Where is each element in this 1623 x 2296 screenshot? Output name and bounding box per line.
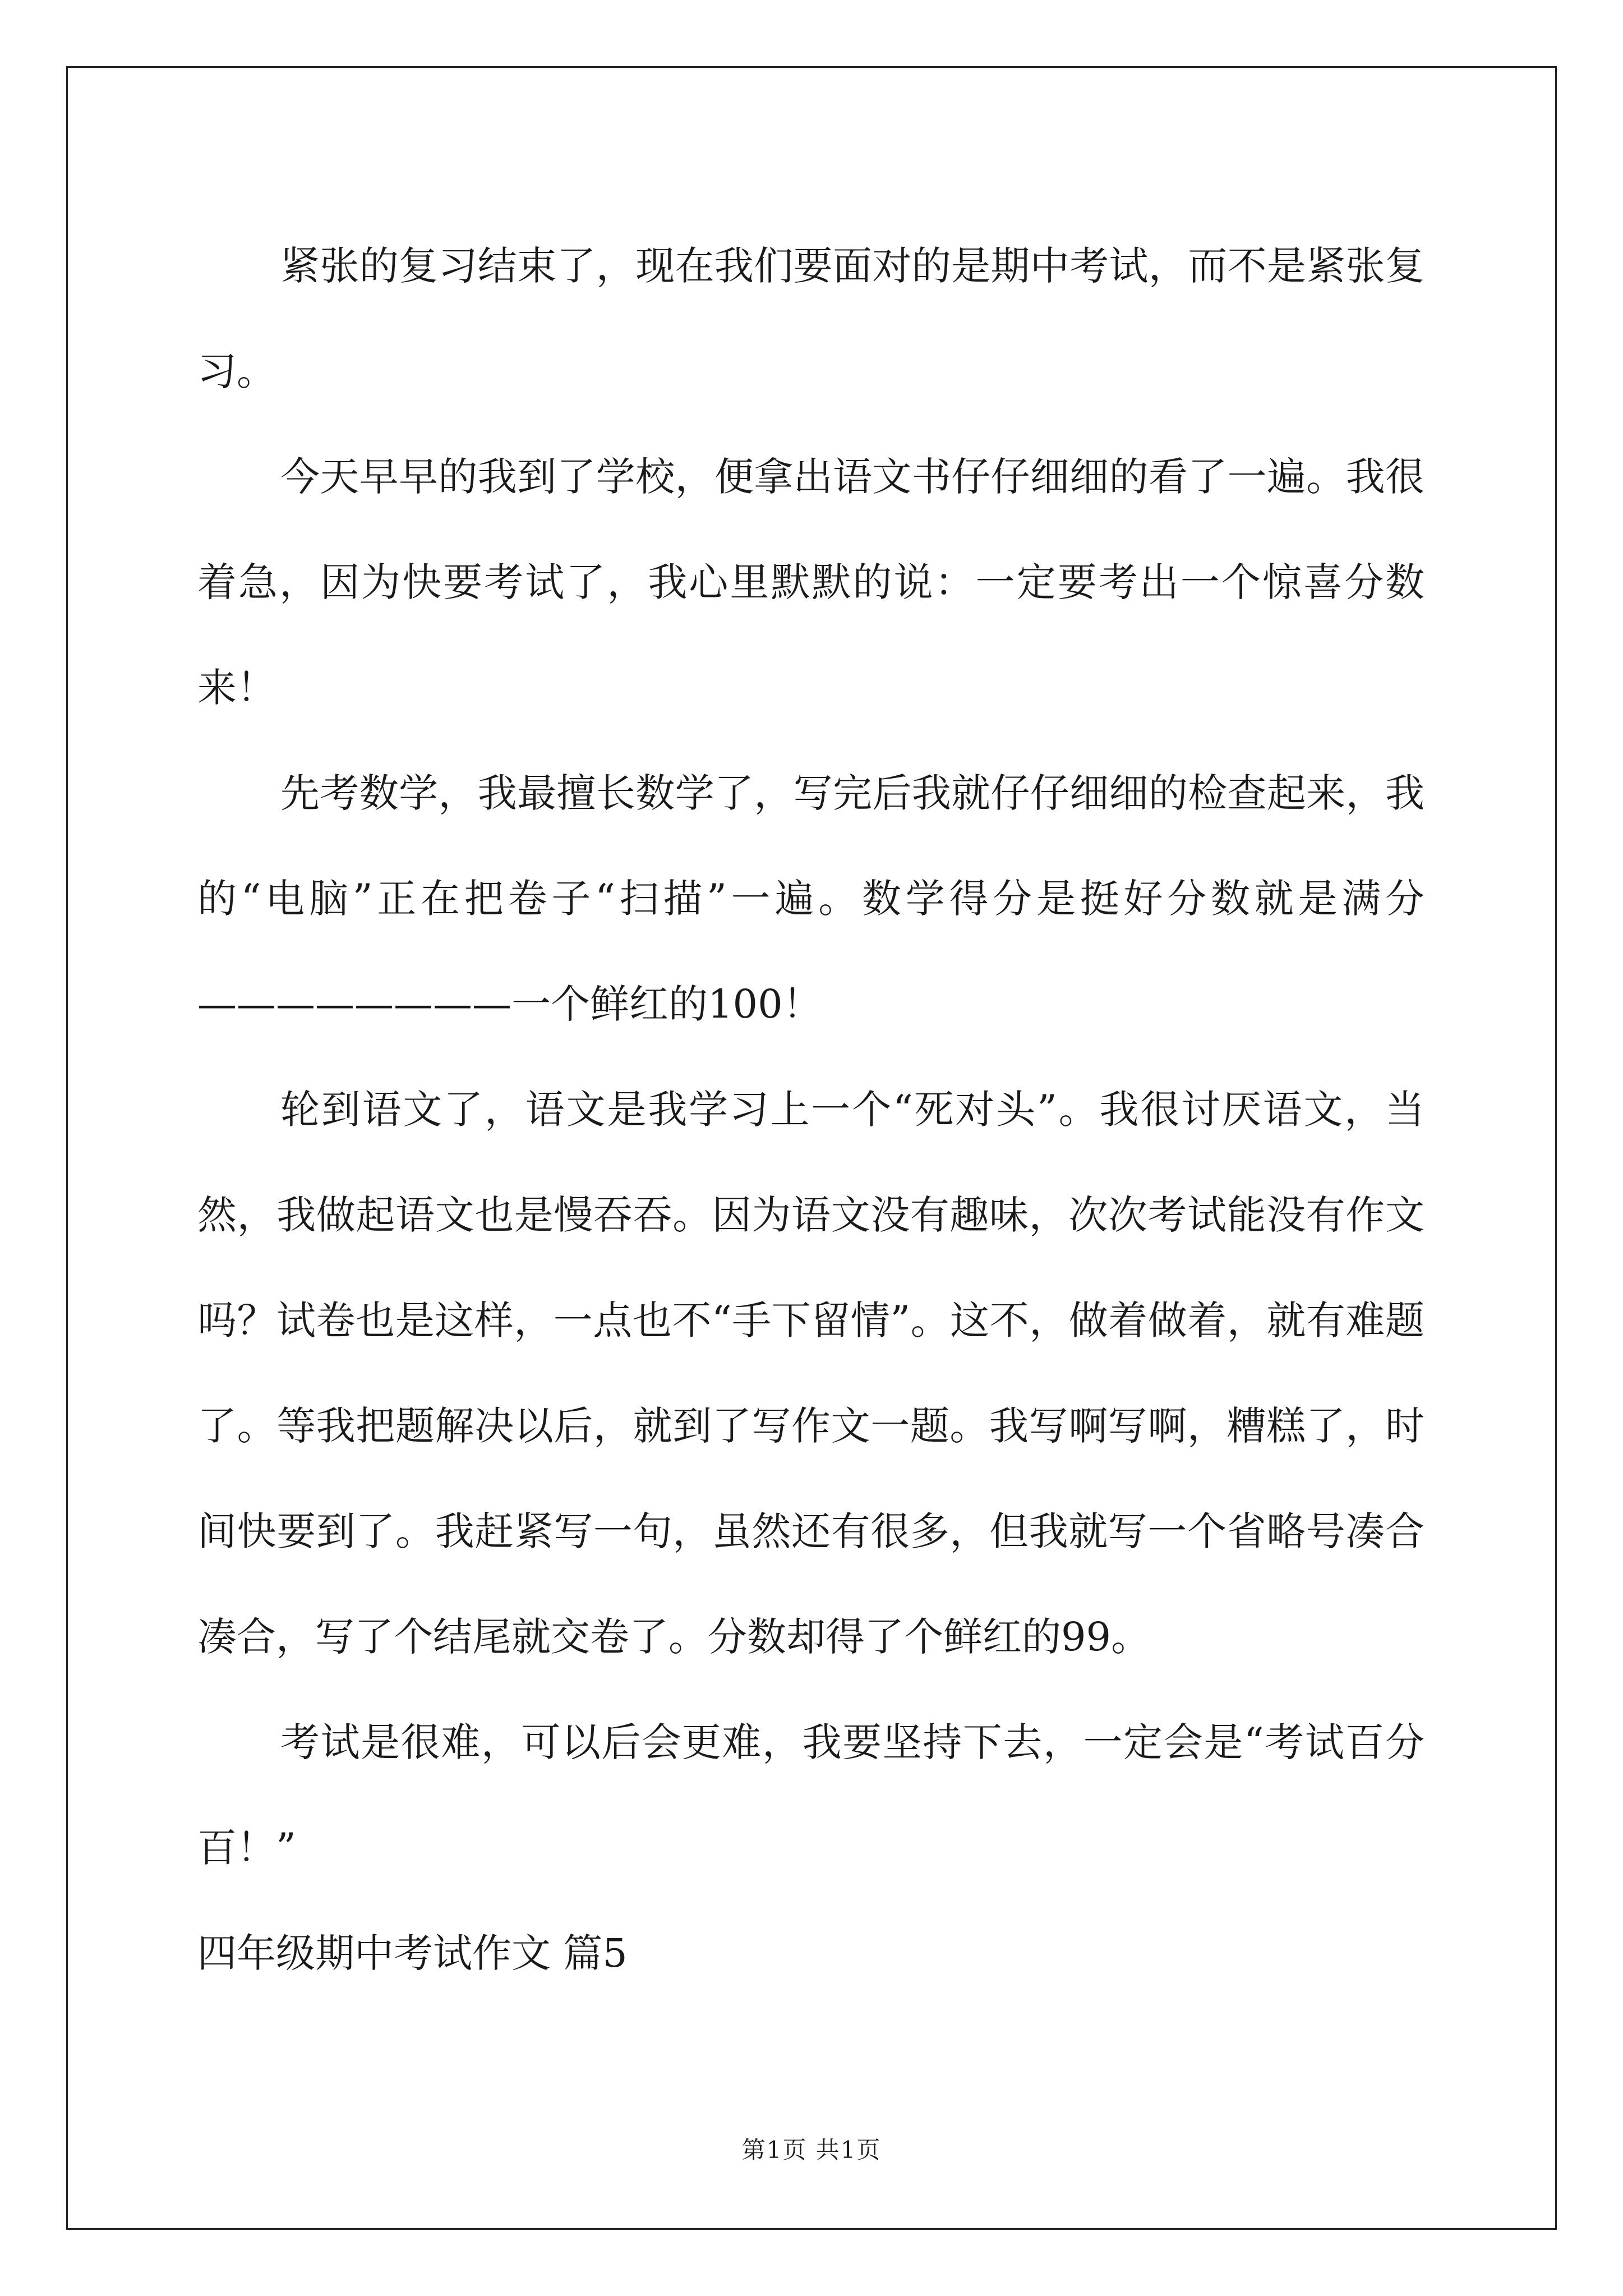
paragraph-5: 考试是很难，可以后会更难，我要坚持下去，一定会是“考试百分百！” bbox=[197, 1719, 1424, 1871]
paragraph-2: 今天早早的我到了学校，便拿出语文书仔仔细细的看了一遍。我很着急，因为快要考试了，我心里默默的说：一定要考出一个惊喜分数来！ bbox=[197, 454, 1424, 711]
paragraph-1: 紧张的复习结束了，现在我们要面对的是期中考试，而不是紧张复习。 bbox=[197, 243, 1424, 394]
section-heading: 四年级期中考试作文 篇5 bbox=[197, 1930, 628, 1976]
paragraph-3: 先考数学，我最擅长数学了，写完后我就仔仔细细的检查起来，我的“电脑”正在把卷子“扫描”一遍。数学得分是挺好分数就是满分————————一个鲜红的100！ bbox=[197, 770, 1424, 1027]
page-footer: 第1页 共1页 bbox=[741, 2136, 882, 2164]
paragraph-4: 轮到语文了，语文是我学习上一个“死对头”。我很讨厌语文，当然，我做起语文也是慢吞吞。因为语文没有趣味，次次考试能没有作文吗？试卷也是这样，一点也不“手下留情”。这不，做着做着，就有难题了。等我把题解决以后，就到了写作文一题。我写啊写啊，糟糕了，时间快要到了。我赶紧写一句，虽然还有很多，但我就写一个省略号凑合凑合，写了个结尾就交卷了。分数却得了个鲜红的99。 bbox=[197, 1087, 1424, 1660]
document-body bbox=[197, 213, 1424, 2006]
